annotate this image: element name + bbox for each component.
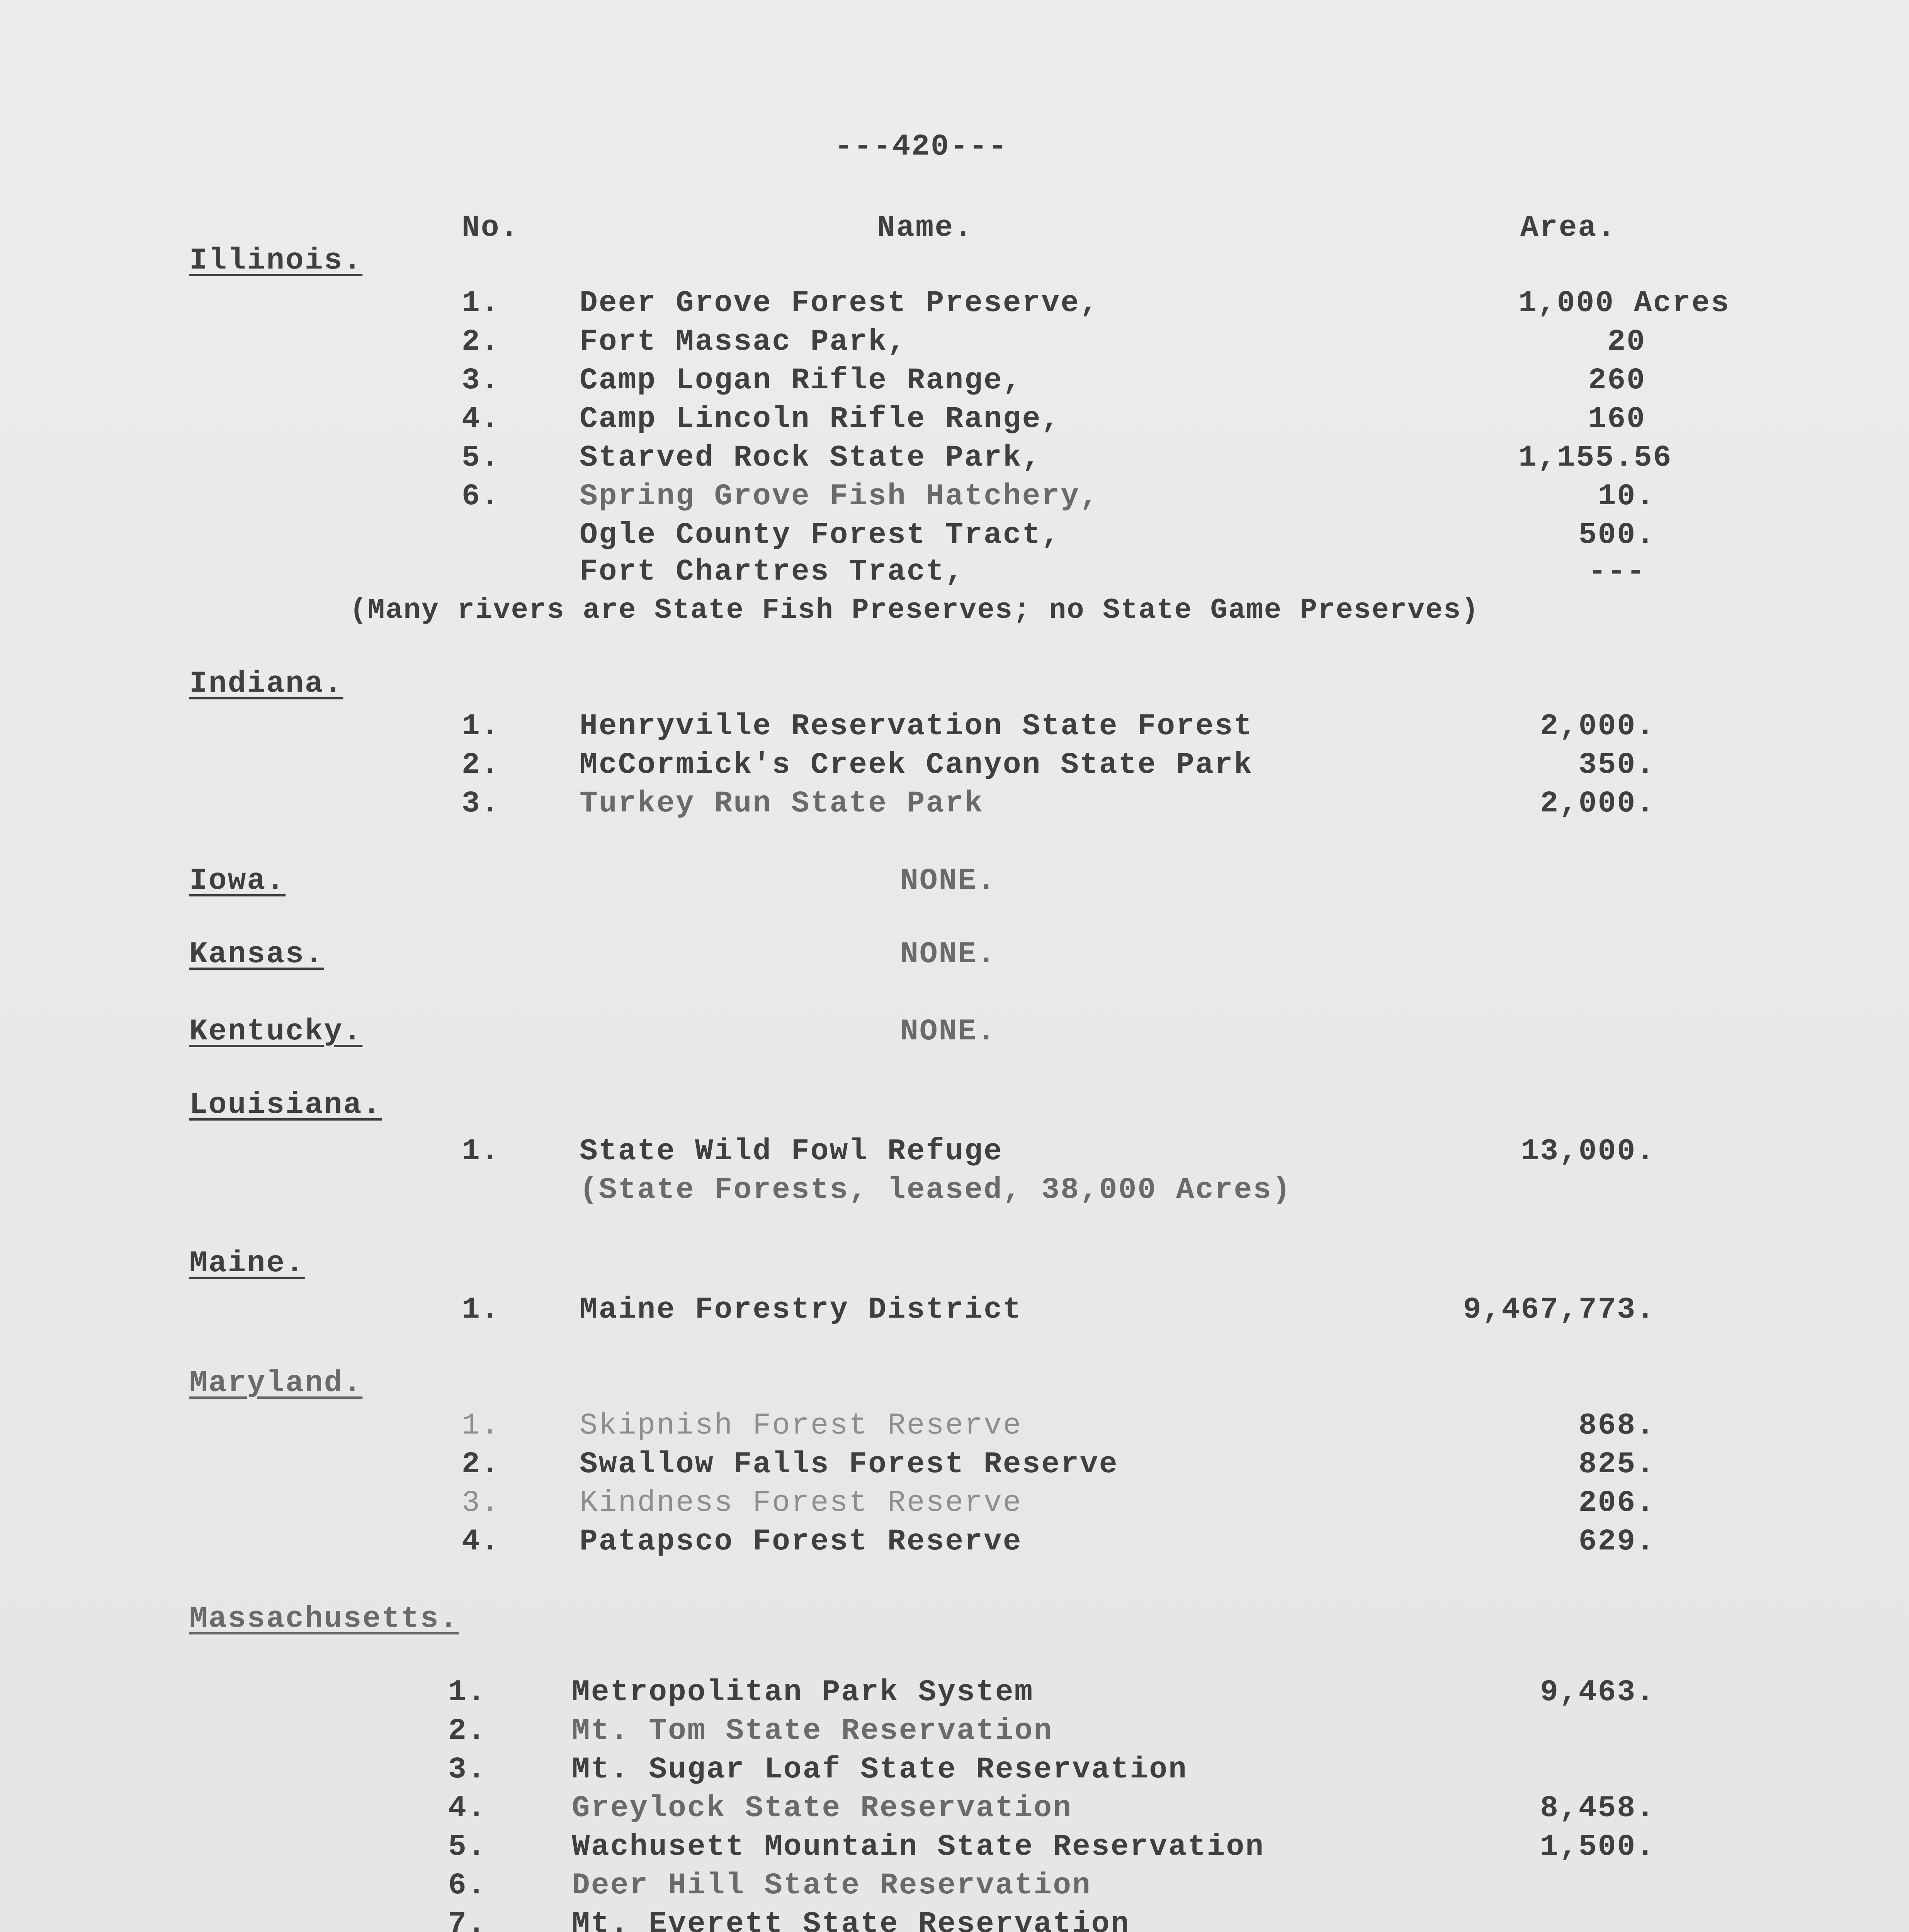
state-heading-kentucky: Kentucky. [189, 1015, 363, 1049]
row-name: Wachusett Mountain State Reservation [572, 1830, 1265, 1864]
row-number: 1. [462, 286, 500, 320]
page-number: ---420--- [835, 130, 1008, 164]
row-area: 10. [1598, 480, 1656, 514]
row-name: Turkey Run State Park [580, 787, 984, 821]
iowa-value: NONE. [900, 864, 997, 898]
row-number: 1. [462, 1134, 500, 1168]
state-heading-louisiana: Louisiana. [189, 1088, 382, 1122]
row-number: 2. [462, 325, 500, 359]
state-heading-illinois: Illinois. [189, 244, 363, 278]
row-area: 160 [1588, 402, 1646, 436]
row-name: Maine Forestry District [580, 1293, 1022, 1327]
row-number: 4. [462, 402, 500, 436]
louisiana-note: (State Forests, leased, 38,000 Acres) [580, 1173, 1292, 1207]
row-number: 6. [462, 480, 500, 514]
row-name: Skipnish Forest Reserve [580, 1409, 1022, 1443]
row-number: 5. [462, 441, 500, 475]
row-number: 1. [462, 1293, 500, 1327]
state-heading-indiana: Indiana. [189, 667, 343, 701]
row-name: Fort Massac Park, [580, 325, 907, 359]
row-name: Deer Grove Forest Preserve, [580, 286, 1099, 320]
row-number: 1. [462, 709, 500, 743]
state-heading-massachusetts: Massachusetts. [189, 1602, 459, 1636]
row-number: 3. [462, 364, 500, 398]
header-no: No. [462, 211, 520, 245]
row-name: State Wild Fowl Refuge [580, 1134, 1003, 1168]
row-area: 1,000 Acres [1518, 286, 1730, 320]
row-area: 206. [1578, 1486, 1656, 1520]
header-name: Name. [877, 211, 974, 245]
row-name: McCormick's Creek Canyon State Park [580, 748, 1253, 782]
row-name: Camp Lincoln Rifle Range, [580, 402, 1061, 436]
row-area: 825. [1578, 1447, 1656, 1481]
state-heading-iowa: Iowa. [189, 864, 286, 898]
row-number: 2. [462, 748, 500, 782]
row-area: 9,467,773. [1463, 1293, 1656, 1327]
row-name: Greylock State Reservation [572, 1791, 1072, 1825]
illinois-note: (Many rivers are State Fish Preserves; no State Game Preserves) [350, 594, 1479, 627]
row-number: 3. [448, 1753, 487, 1787]
row-area: 9,463. [1540, 1675, 1656, 1709]
row-number: 3. [462, 1486, 500, 1520]
state-heading-kansas: Kansas. [189, 937, 324, 971]
row-number: 3. [462, 787, 500, 821]
row-area: 1,155.56 [1518, 441, 1673, 475]
row-number: 7. [448, 1907, 487, 1932]
row-name: Mt. Sugar Loaf State Reservation [572, 1753, 1188, 1787]
row-number: 2. [448, 1714, 487, 1748]
row-name: Henryville Reservation State Forest [580, 709, 1253, 743]
row-name: Spring Grove Fish Hatchery, [580, 480, 1099, 514]
row-area: 260 [1588, 364, 1646, 398]
row-number: 4. [448, 1791, 487, 1825]
state-heading-maine: Maine. [189, 1247, 305, 1281]
row-area: --- [1588, 555, 1646, 589]
kentucky-value: NONE. [900, 1015, 997, 1049]
row-name: Mt. Tom State Reservation [572, 1714, 1053, 1748]
row-name: Deer Hill State Reservation [572, 1869, 1091, 1903]
kansas-value: NONE. [900, 937, 997, 971]
row-name: Patapsco Forest Reserve [580, 1525, 1022, 1559]
header-area: Area. [1520, 211, 1617, 245]
row-number: 1. [448, 1675, 487, 1709]
row-area: 1,500. [1540, 1830, 1656, 1864]
row-name: Metropolitan Park System [572, 1675, 1034, 1709]
row-area: 8,458. [1540, 1791, 1656, 1825]
row-number: 5. [448, 1830, 487, 1864]
row-name: Ogle County Forest Tract, [580, 518, 1061, 552]
row-area: 629. [1578, 1525, 1656, 1559]
row-name: Swallow Falls Forest Reserve [580, 1447, 1119, 1481]
state-heading-maryland: Maryland. [189, 1366, 363, 1400]
row-number: 4. [462, 1525, 500, 1559]
row-name: Mt. Everett State Reservation [572, 1907, 1130, 1932]
row-area: 2,000. [1540, 787, 1656, 821]
row-name: Camp Logan Rifle Range, [580, 364, 1022, 398]
row-number: 1. [462, 1409, 500, 1443]
row-area: 350. [1578, 748, 1656, 782]
row-number: 6. [448, 1869, 487, 1903]
row-area: 2,000. [1540, 709, 1656, 743]
row-area: 20 [1607, 325, 1646, 359]
row-name: Fort Chartres Tract, [580, 555, 965, 589]
row-area: 13,000. [1521, 1134, 1656, 1168]
row-name: Starved Rock State Park, [580, 441, 1042, 475]
row-area: 500. [1578, 518, 1656, 552]
row-area: 868. [1578, 1409, 1656, 1443]
row-number: 2. [462, 1447, 500, 1481]
row-name: Kindness Forest Reserve [580, 1486, 1022, 1520]
